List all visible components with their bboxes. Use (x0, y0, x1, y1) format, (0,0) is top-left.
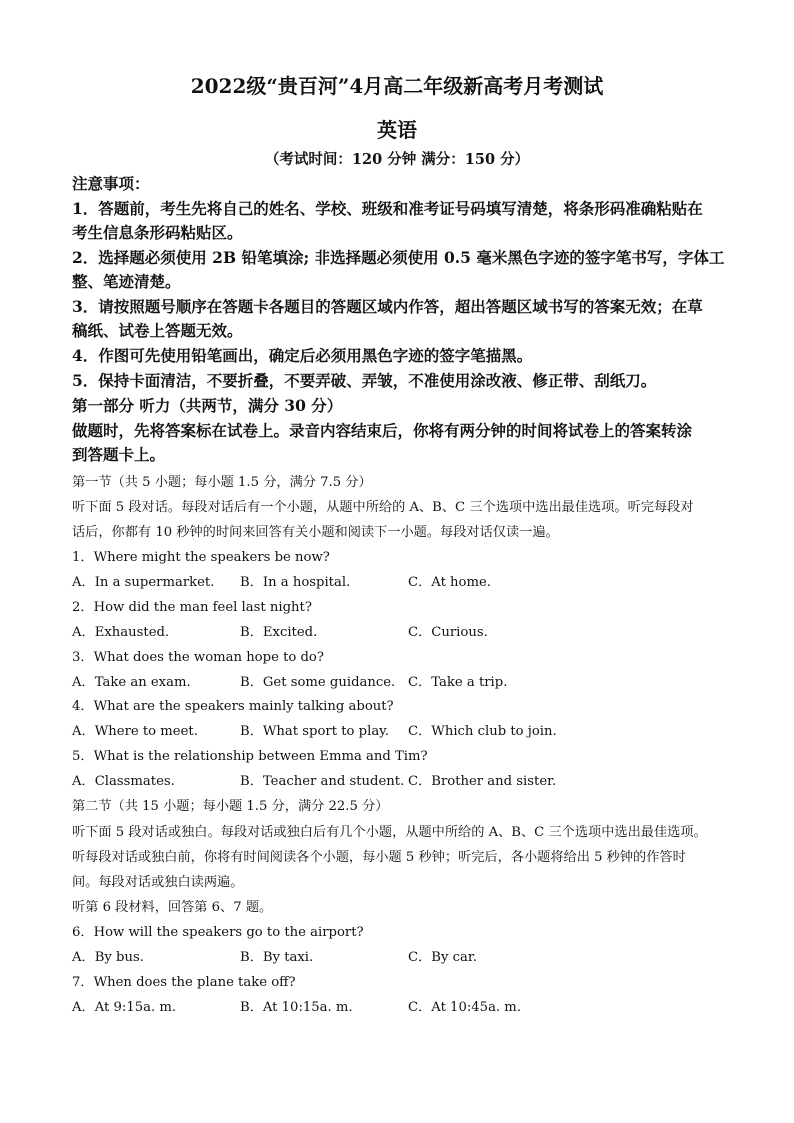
option-c: C．At home. (408, 575, 491, 590)
option-c: C．Take a trip. (408, 675, 508, 690)
option-b: B．What sport to play. (240, 724, 390, 739)
option-c: C．At 10:45a. m. (408, 1000, 522, 1015)
option-b: B．By taxi. (240, 950, 314, 965)
exam-title: 2022级“贵百河”4月高二年级新高考月考测试 (190, 74, 604, 98)
notice-line: 2．选择题必须使用 2B 铅笔填涂; 非选择题必须使用 0.5 毫米黑色字迹的签字笔书写，字体工 (72, 248, 725, 267)
question-text: 5．What is the relationship between Emma and Tim? (72, 749, 428, 764)
question-text: 4．What are the speakers mainly talking about? (72, 699, 394, 714)
option-c: C．Curious. (408, 625, 488, 640)
question-text: 3．What does the woman hope to do? (72, 650, 324, 665)
question-text: 6．How will the speakers go to the airport? (72, 925, 364, 940)
option-c: C．By car. (408, 950, 477, 965)
notice-line: 整、笔迹清楚。 (72, 272, 181, 291)
option-a: A．Where to meet. (72, 724, 198, 739)
section1-heading: 第一节（共 5 小题；每小题 1.5 分，满分 7.5 分） (72, 475, 372, 490)
subject-title: 英语 (377, 118, 417, 142)
notice-line: 4．作图可先使用铅笔画出，确定后必须用黑色字迹的签字笔描黑。 (72, 346, 533, 365)
section2-instruction: 听下面 5 段对话或独白。每段对话或独白后有几个小题，从题中所给的 A、B、C 三个选项中选出最佳选项。 (72, 825, 707, 840)
notice-heading: 注意事项： (72, 174, 150, 193)
option-a: A．Take an exam. (72, 675, 191, 690)
option-c: C．Brother and sister. (408, 774, 557, 789)
option-a: A．By bus. (72, 950, 144, 965)
question-text: 2．How did the man feel last night? (72, 600, 312, 615)
option-b: B．At 10:15a. m. (240, 1000, 353, 1015)
part1-intro: 做题时，先将答案标在试卷上。录音内容结束后，你将有两分钟的时间将试卷上的答案转涂 (72, 421, 693, 440)
option-b: B．Teacher and student. (240, 774, 405, 789)
exam-info: （考试时间：120 分钟 满分：150 分） (264, 151, 530, 168)
question-text: 7．When does the plane take off? (72, 975, 296, 990)
section2-heading: 第二节（共 15 小题；每小题 1.5 分，满分 22.5 分） (72, 799, 389, 814)
notice-line: 考生信息条形码粘贴区。 (72, 223, 243, 242)
section1-instruction: 话后，你都有 10 秒钟的时间来回答有关小题和阅读下一小题。每段对话仅读一遍。 (72, 525, 559, 540)
option-a: A．At 9:15a. m. (72, 1000, 177, 1015)
option-c: C．Which club to join. (408, 724, 557, 739)
question-text: 1．Where might the speakers be now? (72, 550, 330, 565)
notice-line: 稿纸、试卷上答题无效。 (72, 321, 243, 340)
option-a: A．In a supermarket. (72, 575, 215, 590)
option-b: B．Get some guidance. (240, 675, 396, 690)
section2-instruction: 听每段对话或独白前，你将有时间阅读各个小题，每小题 5 秒钟；听完后，各小题将给出 5 秒钟的作答时 (72, 850, 686, 865)
section2-instruction: 间。每段对话或独白读两遍。 (72, 875, 244, 890)
notice-line: 1．答题前，考生先将自己的姓名、学校、班级和准考证号码填写清楚，将条形码准确粘贴在 (72, 199, 703, 218)
material-note: 听第 6 段材料，回答第 6、7 题。 (72, 900, 273, 915)
notice-line: 5．保持卡面清洁，不要折叠，不要弄破、弄皱，不准使用涂改液、修正带、刮纸刀。 (72, 371, 657, 390)
option-a: A．Exhausted. (72, 625, 170, 640)
option-a: A．Classmates. (72, 774, 175, 789)
part1-heading: 第一部分 听力（共两节，满分 30 分） (72, 396, 343, 415)
notice-line: 3．请按照题号顺序在答题卡各题目的答题区域内作答，超出答题区域书写的答案无效；在草 (72, 297, 703, 316)
option-b: B．Excited. (240, 625, 318, 640)
option-b: B．In a hospital. (240, 575, 351, 590)
section1-instruction: 听下面 5 段对话。每段对话后有一个小题，从题中所给的 A、B、C 三个选项中选出最佳选项。听完每段对 (72, 500, 694, 515)
part1-intro: 到答题卡上。 (72, 445, 166, 464)
